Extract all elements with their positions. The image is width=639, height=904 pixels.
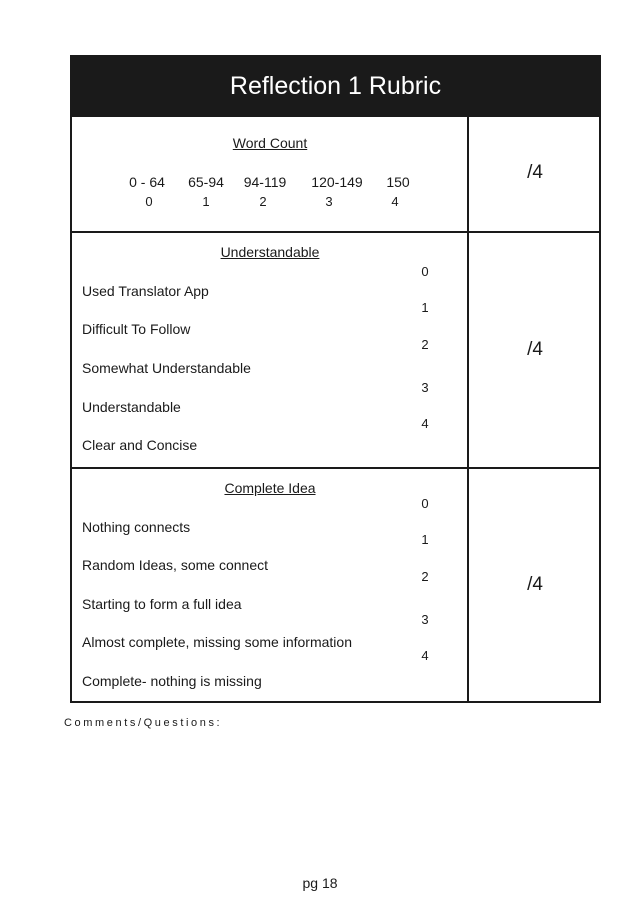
complete-idea-criterion: Nothing connects bbox=[82, 519, 191, 535]
word-count-score: 4 bbox=[391, 194, 399, 209]
complete-idea-total: /4 bbox=[527, 574, 543, 595]
complete-idea-criterion: Random Ideas, some connect bbox=[82, 557, 268, 573]
understandable-criterion: Somewhat Understandable bbox=[82, 360, 251, 376]
word-count-score: 1 bbox=[202, 194, 210, 209]
understandable-criterion: Understandable bbox=[82, 399, 181, 415]
word-count-range: 65-94 bbox=[188, 174, 224, 190]
rubric-table bbox=[70, 55, 601, 703]
column-divider bbox=[467, 115, 469, 703]
word-count-score: 3 bbox=[325, 194, 333, 209]
complete-idea-criterion: Complete- nothing is missing bbox=[82, 673, 262, 689]
complete-idea-score: 3 bbox=[421, 612, 429, 627]
word-count-score: 2 bbox=[259, 194, 267, 209]
understandable-heading: Understandable bbox=[220, 244, 320, 260]
understandable-criterion: Used Translator App bbox=[82, 283, 209, 299]
understandable-total: /4 bbox=[527, 339, 543, 360]
row-divider bbox=[72, 115, 599, 117]
complete-idea-score: 1 bbox=[421, 532, 429, 547]
understandable-score: 4 bbox=[421, 416, 429, 431]
word-count-score: 0 bbox=[145, 194, 153, 209]
understandable-score: 2 bbox=[421, 337, 429, 352]
understandable-criterion: Clear and Concise bbox=[82, 437, 198, 453]
complete-idea-criterion: Almost complete, missing some information bbox=[82, 634, 352, 650]
word-count-range: 150 bbox=[386, 174, 410, 190]
complete-idea-criterion: Starting to form a full idea bbox=[82, 596, 242, 612]
word-count-range: 0 - 64 bbox=[129, 174, 165, 190]
page-number: pg 18 bbox=[302, 875, 338, 891]
complete-idea-score: 2 bbox=[421, 569, 429, 584]
word-count-heading: Word Count bbox=[232, 135, 308, 151]
row-divider bbox=[72, 231, 599, 233]
complete-idea-score: 4 bbox=[421, 648, 429, 663]
understandable-criterion: Difficult To Follow bbox=[82, 321, 191, 337]
understandable-score: 0 bbox=[421, 264, 429, 279]
understandable-score: 1 bbox=[421, 300, 429, 315]
word-count-range: 94-119 bbox=[243, 174, 287, 190]
word-count-total: /4 bbox=[527, 162, 543, 183]
row-divider bbox=[72, 467, 599, 469]
understandable-score: 3 bbox=[421, 380, 429, 395]
comments-label: Comments/Questions: bbox=[64, 717, 223, 729]
rubric-title: Reflection 1 Rubric bbox=[72, 57, 599, 115]
word-count-range: 120-149 bbox=[311, 174, 363, 190]
complete-idea-score: 0 bbox=[421, 496, 429, 511]
complete-idea-heading: Complete Idea bbox=[224, 480, 316, 496]
